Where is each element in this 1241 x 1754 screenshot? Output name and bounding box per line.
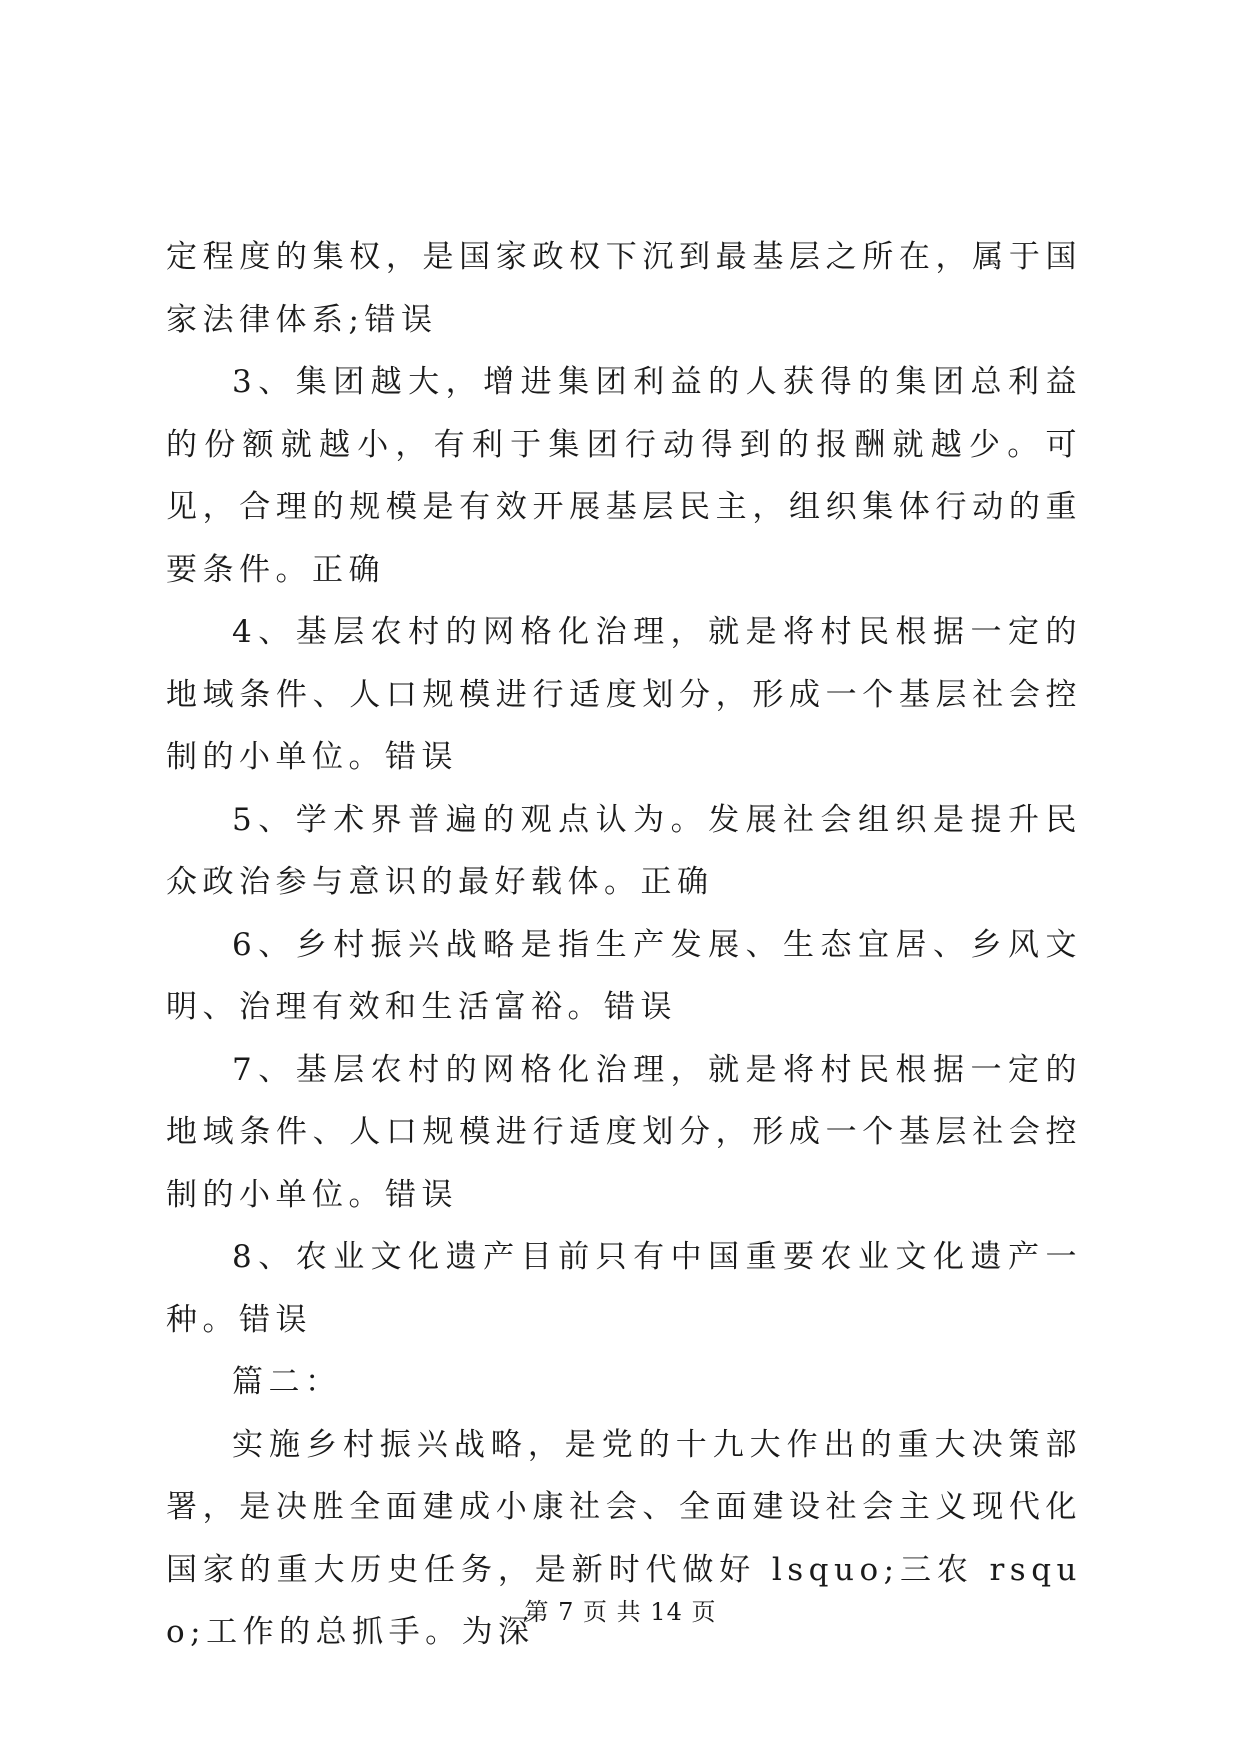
paragraph: 8、农业文化遗产目前只有中国重要农业文化遗产一种。错误 bbox=[166, 1239, 1082, 1338]
paragraph: 4、基层农村的网格化治理，就是将村民根据一定的地域条件、人口规模进行适度划分，形成一个基层社会控制的小单位。错误 bbox=[166, 614, 1082, 775]
paragraph: 定程度的集权，是国家政权下沉到最基层之所在，属于国家法律体系;错误 bbox=[166, 239, 1082, 338]
document-body bbox=[166, 226, 1082, 1664]
paragraph: 实施乡村振兴战略，是党的十九大作出的重大决策部署，是决胜全面建成小康社会、全面建设社会主义现代化国家的重大历史任务，是新时代做好 lsquo;三农 rsquo;工作的总抓手。为深 bbox=[166, 1426, 1082, 1650]
paragraph: 7、基层农村的网格化治理，就是将村民根据一定的地域条件、人口规模进行适度划分，形成一个基层社会控制的小单位。错误 bbox=[166, 1051, 1082, 1213]
section-heading: 篇二： bbox=[232, 1364, 342, 1400]
paragraph: 5、学术界普遍的观点认为。发展社会组织是提升民众政治参与意识的最好载体。正确 bbox=[166, 801, 1082, 900]
page-number-footer: 第 7 页 共 14 页 bbox=[524, 1598, 717, 1626]
paragraph: 6、乡村振兴战略是指生产发展、生态宜居、乡风文明、治理有效和生活富裕。错误 bbox=[166, 926, 1082, 1025]
paragraph: 3、集团越大，增进集团利益的人获得的集团总利益的份额就越小，有利于集团行动得到的报酬就越少。可见，合理的规模是有效开展基层民主，组织集体行动的重要条件。正确 bbox=[166, 364, 1082, 588]
